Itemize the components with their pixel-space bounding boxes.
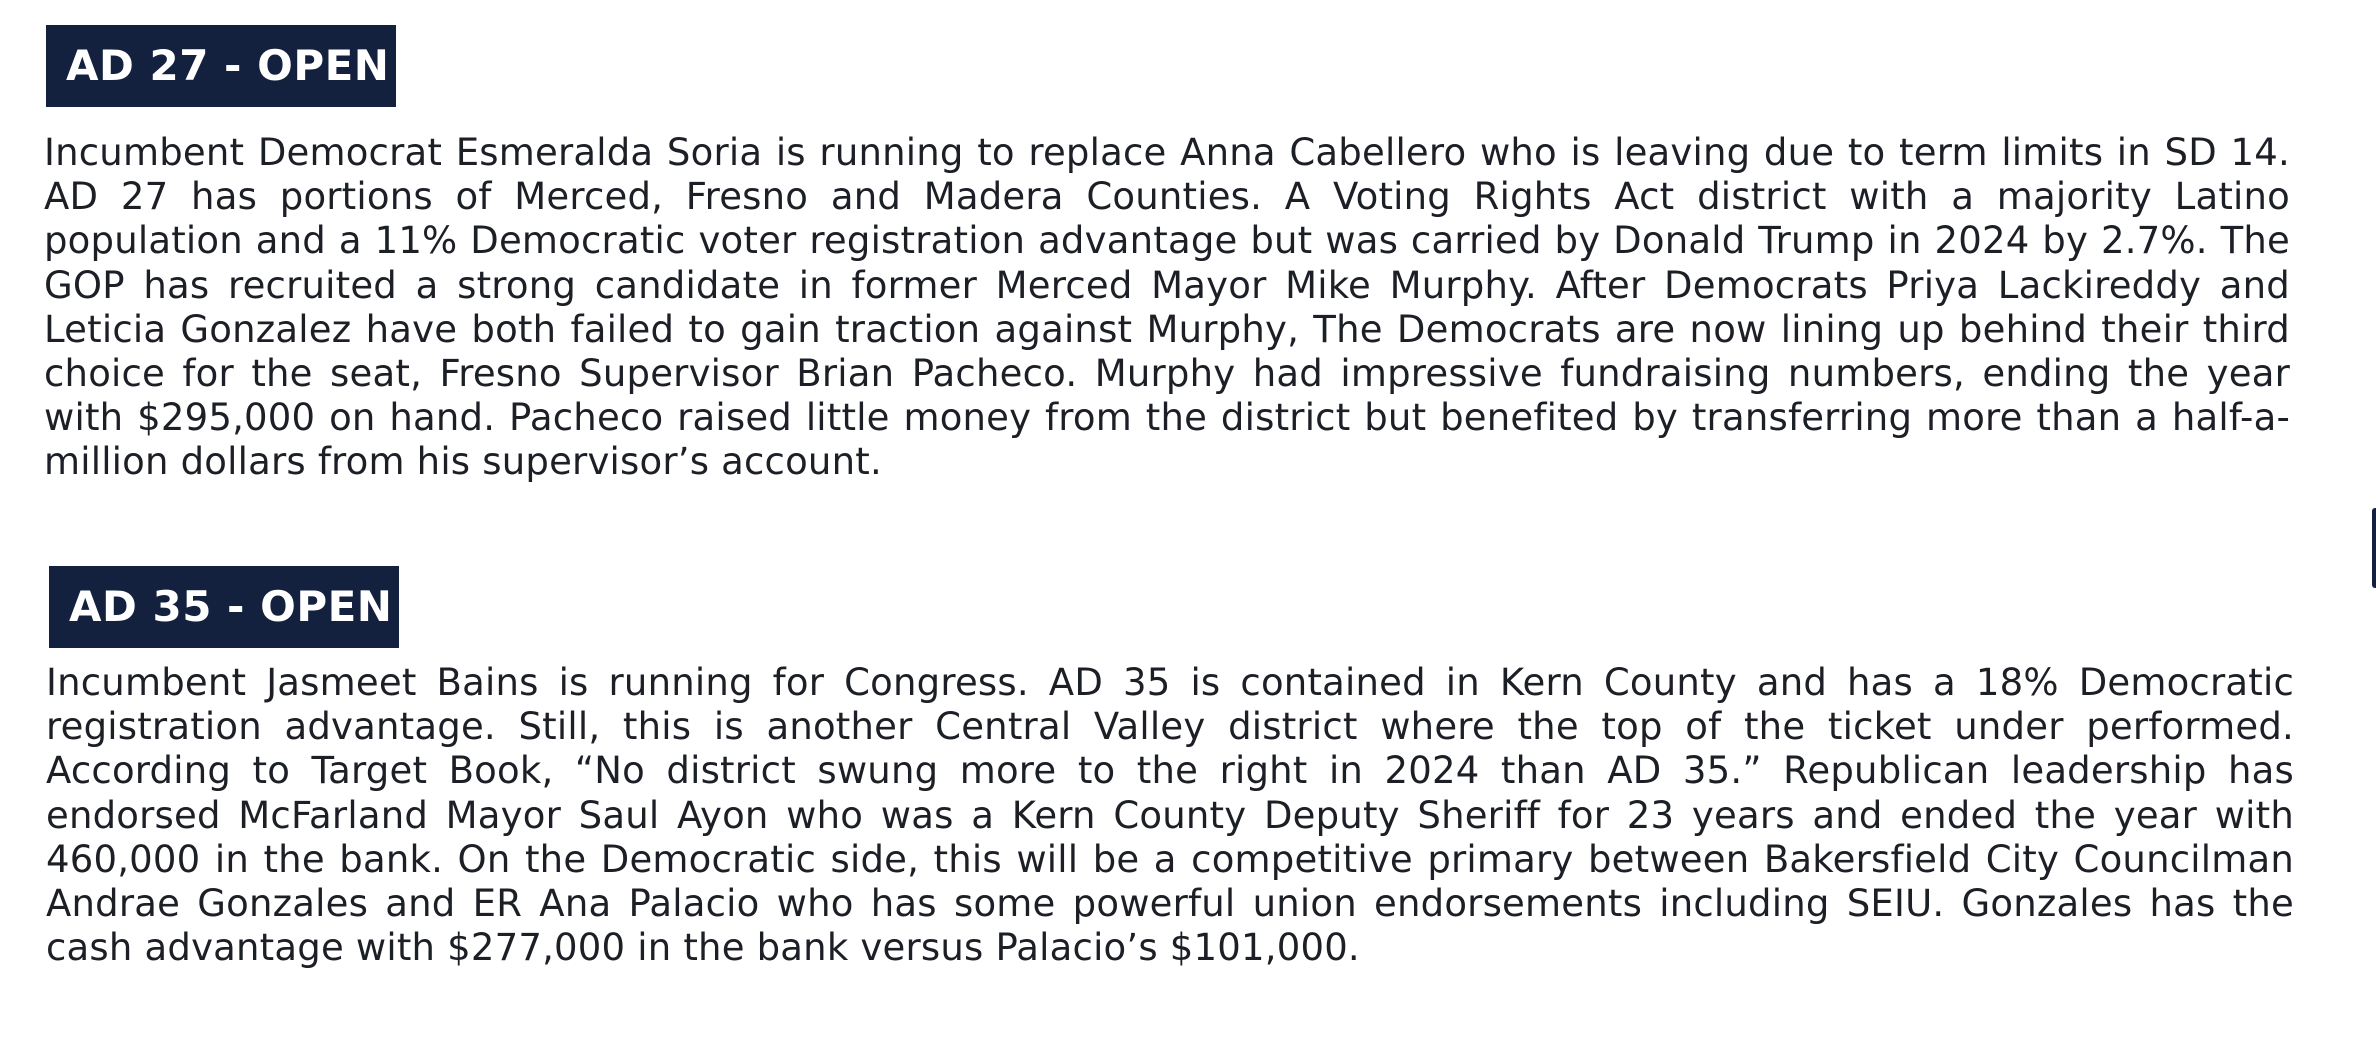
page-edge-marker: [2372, 508, 2376, 588]
section-body-text: Incumbent Democrat Esmeralda Soria is running to replace Anna Cabellero who is leaving due to term limits in SD 14. AD 27 has portions of Merced, Fresno and Madera Counties. A Voting Rights Act district with a majority Latino population and a 11% Democratic voter registration advantage but was carried by Donald Trump in 2024 by 2.7%. The GOP has recruited a strong candidate in former Merced Mayor Mike Murphy. After Democrats Priya Lackireddy and Leticia Gonzalez have both failed to gain traction against Murphy, The Democrats are now lining up behind their third choice for the seat, Fresno Supervisor Brian Pacheco. Murphy had impressive fundraising numbers, ending the year with $295,000 on hand. Pacheco raised little money from the district but benefited by transferring more than a half-a-million dollars from his supervisor’s account.: [44, 131, 2290, 484]
section-heading: AD 27 - OPEN: [46, 25, 396, 107]
section-heading: AD 35 - OPEN: [49, 566, 399, 648]
section-body-text: Incumbent Jasmeet Bains is running for Congress. AD 35 is contained in Kern County and has a 18% Democratic registration advantage. Still, this is another Central Valley district where the top of the ticket under performed. According to Target Book, “No district swung more to the right in 2024 than AD 35.” Republican leadership has endorsed McFarland Mayor Saul Ayon who was a Kern County Deputy Sheriff for 23 years and ended the year with 460,000 in the bank. On the Democratic side, this will be a competitive primary between Bakersfield City Councilman Andrae Gonzales and ER Ana Palacio who has some powerful union endorsements including SEIU. Gonzales has the cash advantage with $277,000 in the bank versus Palacio’s $101,000.: [46, 661, 2294, 970]
